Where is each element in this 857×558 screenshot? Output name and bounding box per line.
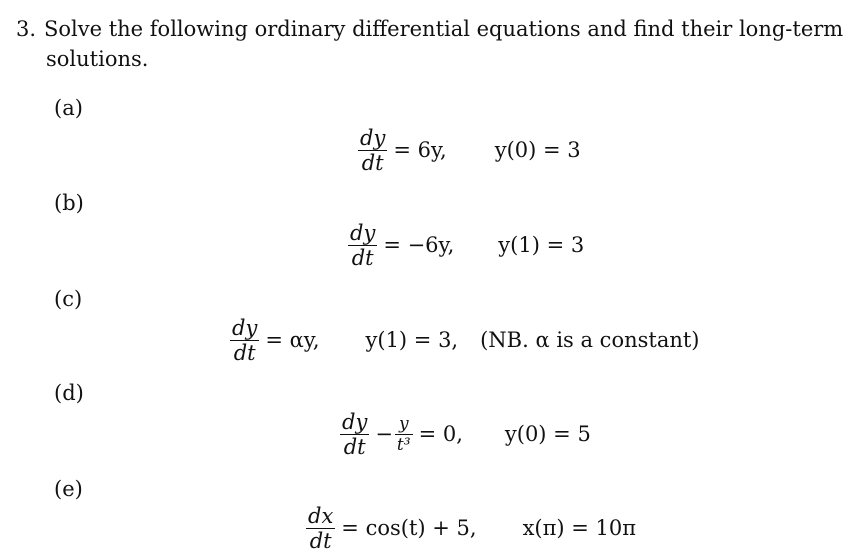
part-e-numerator: dx: [308, 503, 334, 528]
part-c-rhs: = αy,: [265, 328, 320, 352]
part-c-condition: y(1) = 3,: [365, 328, 459, 352]
part-d-condition: y(0) = 5: [504, 422, 591, 446]
part-d-ratio-denominator: t³: [396, 434, 411, 455]
part-c-note: (NB. α is a constant): [480, 328, 700, 352]
part-b-condition: y(1) = 3: [498, 233, 585, 257]
problem-number: 3.: [16, 17, 37, 41]
part-c-equation: [228, 310, 700, 370]
part-a-condition: y(0) = 3: [494, 138, 581, 162]
problem-text-line1: Solve the following ordinary differential equations and find their long-term: [44, 17, 844, 41]
part-d-denominator: dt: [343, 434, 366, 459]
part-d-numerator: dy: [342, 409, 368, 434]
part-c-numerator: dy: [232, 315, 258, 340]
part-a-numerator: dy: [360, 125, 386, 150]
part-d-derivative: [340, 410, 369, 459]
part-b-derivative: [348, 221, 377, 270]
part-c-derivative: [230, 316, 259, 365]
part-d-equation: [338, 404, 591, 464]
part-b-denominator: dt: [351, 245, 374, 270]
part-b-rhs: = −6y,: [383, 233, 455, 257]
part-e-rhs: = cos(t) + 5,: [341, 516, 477, 540]
part-b-equation: [346, 215, 584, 275]
part-a-label: (a): [54, 96, 83, 120]
part-c-denominator: dt: [233, 340, 256, 365]
part-b-label: (b): [54, 191, 84, 215]
part-a-rhs: = 6y,: [393, 138, 447, 162]
part-d-ratio: [395, 414, 413, 455]
part-e-equation: [304, 498, 636, 558]
part-e-condition: x(π) = 10π: [522, 516, 637, 540]
part-d-minus: −: [375, 422, 393, 446]
part-d-ratio-numerator: y: [398, 413, 409, 434]
problem-text-line2: solutions.: [46, 47, 149, 71]
part-a-denominator: dt: [361, 150, 384, 175]
part-e-denominator: dt: [309, 528, 332, 553]
part-b-numerator: dy: [350, 220, 376, 245]
part-e-derivative: [306, 504, 335, 553]
part-a-equation: [356, 120, 581, 180]
part-e-label: (e): [54, 477, 83, 501]
part-a-derivative: [358, 126, 387, 175]
part-d-label: (d): [54, 381, 84, 405]
part-c-label: (c): [54, 287, 83, 311]
part-d-rhs: = 0,: [418, 422, 463, 446]
problem-statement: [16, 14, 843, 74]
